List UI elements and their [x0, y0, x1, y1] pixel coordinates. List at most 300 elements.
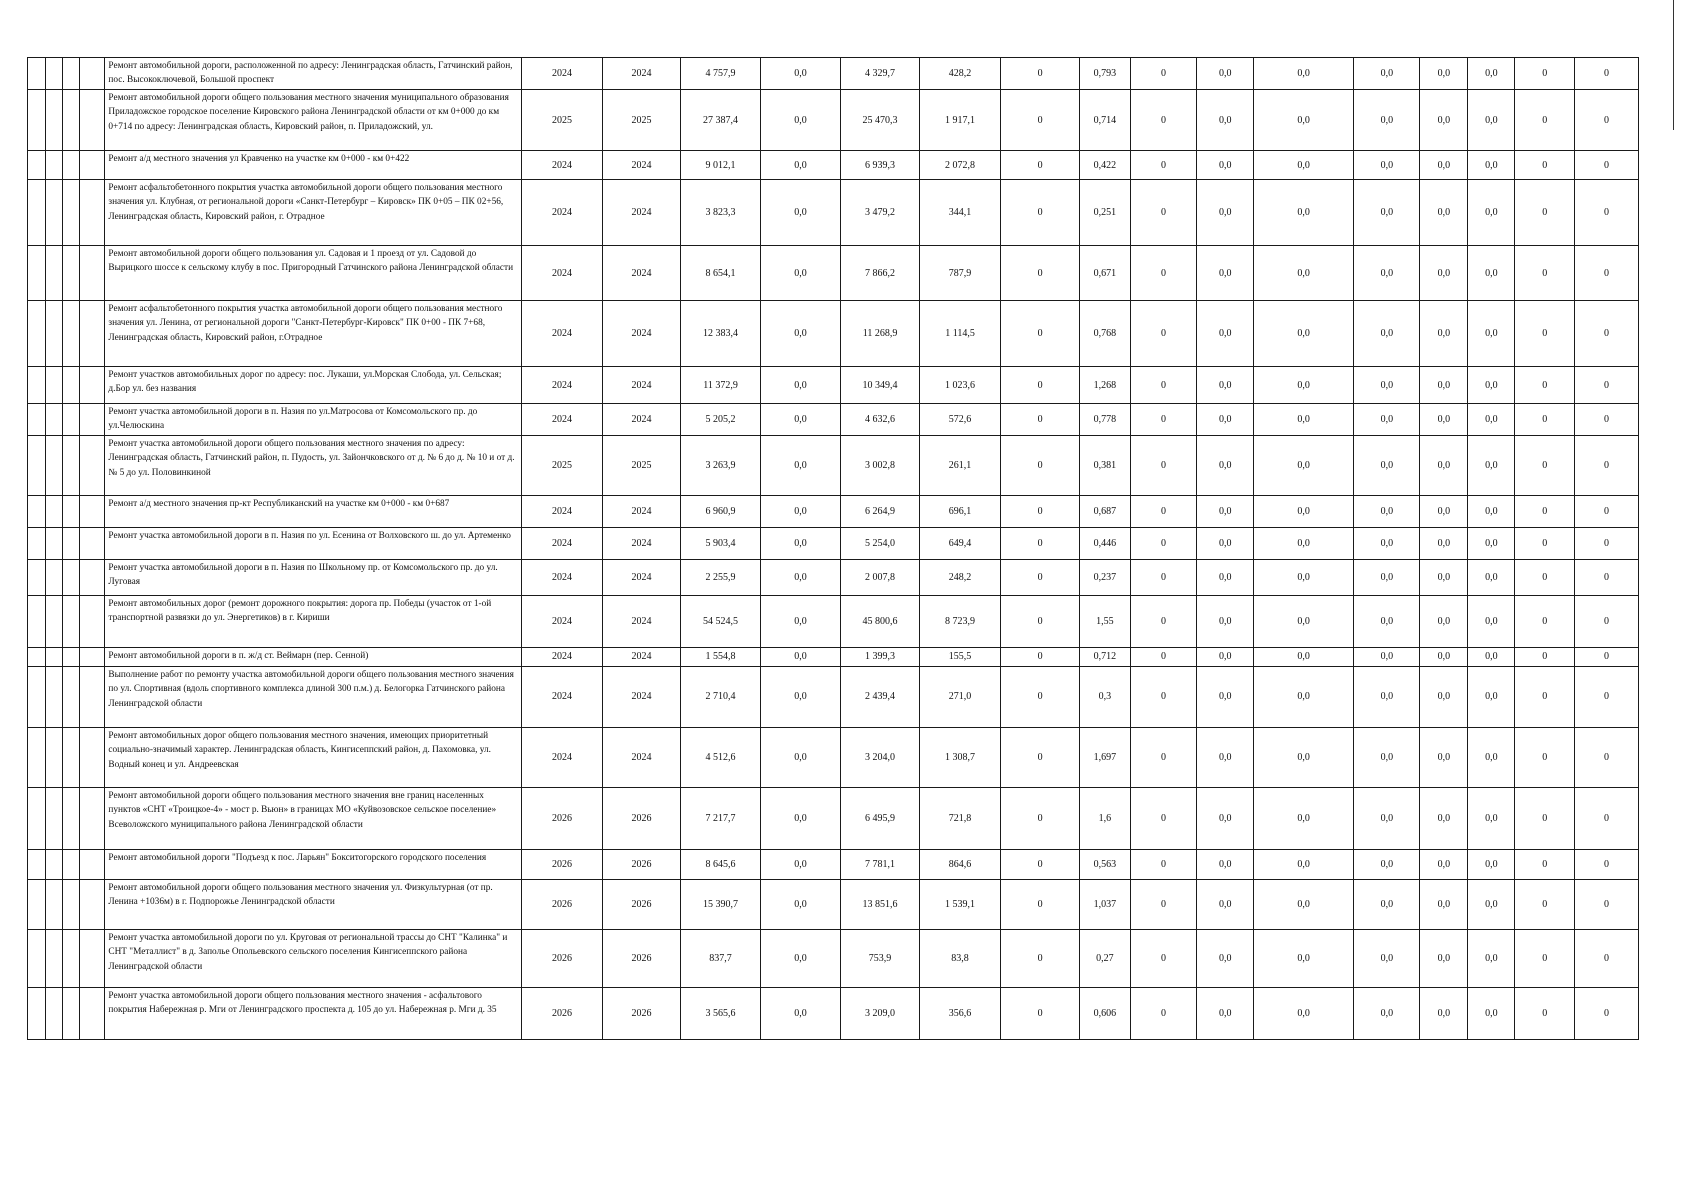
length-km-cell: 0,446 [1080, 527, 1130, 559]
indicator-3-cell: 0,0 [1253, 180, 1353, 246]
start-year-cell: 2024 [521, 595, 603, 647]
empty-index-cell [80, 647, 105, 666]
empty-index-cell [62, 879, 80, 929]
indicator-8-cell: 0 [1575, 151, 1639, 180]
road-object-name-cell: Выполнение работ по ремонту участка автомобильной дороги общего пользования местного значения по ул. Спортивная (вдоль спортивного комплекса длиной 300 п.м.) д. Белогорка Гатчинского района Ленинградской области [105, 666, 521, 727]
length-km-cell: 0,793 [1080, 58, 1130, 90]
federal-budget-cell: 0,0 [761, 987, 841, 1039]
indicator-5-cell: 0,0 [1420, 180, 1468, 246]
table-row [28, 849, 1639, 879]
empty-index-cell [45, 435, 62, 495]
empty-index-cell [28, 559, 46, 595]
indicator-6-cell: 0,0 [1468, 301, 1515, 367]
extra-budget-cell: 0 [1000, 559, 1080, 595]
indicator-3-cell: 0,0 [1253, 666, 1353, 727]
indicator-3-cell: 0,0 [1253, 787, 1353, 849]
empty-index-cell [80, 929, 105, 987]
empty-index-cell [80, 151, 105, 180]
start-year-cell: 2026 [521, 879, 603, 929]
indicator-4-cell: 0,0 [1354, 180, 1420, 246]
empty-index-cell [62, 987, 80, 1039]
indicator-8-cell: 0 [1575, 666, 1639, 727]
empty-index-cell [80, 367, 105, 404]
indicator-4-cell: 0,0 [1354, 879, 1420, 929]
total-cost-cell: 1 554,8 [680, 647, 761, 666]
empty-index-cell [45, 647, 62, 666]
indicator-3-cell: 0,0 [1253, 246, 1353, 301]
local-budget-cell: 787,9 [920, 246, 1001, 301]
indicator-6-cell: 0,0 [1468, 647, 1515, 666]
empty-index-cell [45, 666, 62, 727]
indicator-2-cell: 0,0 [1197, 180, 1253, 246]
extra-budget-cell: 0 [1000, 301, 1080, 367]
empty-index-cell [45, 787, 62, 849]
indicator-3-cell: 0,0 [1253, 58, 1353, 90]
road-object-name-cell: Ремонт участков автомобильных дорог по адресу: пос. Лукаши, ул.Морская Слобода, ул. Сельская; д.Бор ул. без названия [105, 367, 521, 404]
local-budget-cell: 1 114,5 [920, 301, 1001, 367]
empty-index-cell [28, 495, 46, 527]
empty-index-cell [80, 787, 105, 849]
indicator-2-cell: 0,0 [1197, 367, 1253, 404]
regional-budget-cell: 3 002,8 [840, 435, 920, 495]
table-row [28, 151, 1639, 180]
indicator-3-cell: 0,0 [1253, 151, 1353, 180]
empty-index-cell [28, 90, 46, 151]
indicator-2-cell: 0,0 [1197, 987, 1253, 1039]
indicator-7-cell: 0 [1515, 727, 1575, 787]
local-budget-cell: 8 723,9 [920, 595, 1001, 647]
end-year-cell: 2024 [603, 595, 680, 647]
indicator-1-cell: 0 [1130, 90, 1197, 151]
regional-budget-cell: 7 866,2 [840, 246, 920, 301]
start-year-cell: 2024 [521, 301, 603, 367]
empty-index-cell [28, 527, 46, 559]
extra-budget-cell: 0 [1000, 435, 1080, 495]
regional-budget-cell: 6 495,9 [840, 787, 920, 849]
length-km-cell: 0,778 [1080, 404, 1130, 436]
federal-budget-cell: 0,0 [761, 180, 841, 246]
empty-index-cell [28, 595, 46, 647]
indicator-4-cell: 0,0 [1354, 58, 1420, 90]
indicator-7-cell: 0 [1515, 90, 1575, 151]
indicator-5-cell: 0,0 [1420, 367, 1468, 404]
indicator-1-cell: 0 [1130, 929, 1197, 987]
indicator-6-cell: 0,0 [1468, 404, 1515, 436]
extra-budget-cell: 0 [1000, 879, 1080, 929]
indicator-8-cell: 0 [1575, 246, 1639, 301]
empty-index-cell [45, 559, 62, 595]
length-km-cell: 0,768 [1080, 301, 1130, 367]
local-budget-cell: 83,8 [920, 929, 1001, 987]
indicator-4-cell: 0,0 [1354, 666, 1420, 727]
table-row [28, 559, 1639, 595]
indicator-5-cell: 0,0 [1420, 495, 1468, 527]
empty-index-cell [62, 180, 80, 246]
indicator-4-cell: 0,0 [1354, 929, 1420, 987]
length-km-cell: 0,422 [1080, 151, 1130, 180]
empty-index-cell [28, 151, 46, 180]
extra-budget-cell: 0 [1000, 151, 1080, 180]
indicator-7-cell: 0 [1515, 58, 1575, 90]
total-cost-cell: 7 217,7 [680, 787, 761, 849]
indicator-4-cell: 0,0 [1354, 404, 1420, 436]
total-cost-cell: 5 903,4 [680, 527, 761, 559]
total-cost-cell: 11 372,9 [680, 367, 761, 404]
indicator-1-cell: 0 [1130, 849, 1197, 879]
end-year-cell: 2026 [603, 787, 680, 849]
end-year-cell: 2024 [603, 246, 680, 301]
extra-budget-cell: 0 [1000, 404, 1080, 436]
indicator-7-cell: 0 [1515, 987, 1575, 1039]
indicator-8-cell: 0 [1575, 404, 1639, 436]
federal-budget-cell: 0,0 [761, 647, 841, 666]
table-row [28, 367, 1639, 404]
local-budget-cell: 261,1 [920, 435, 1001, 495]
indicator-7-cell: 0 [1515, 647, 1575, 666]
empty-index-cell [80, 727, 105, 787]
empty-index-cell [45, 879, 62, 929]
indicator-6-cell: 0,0 [1468, 180, 1515, 246]
empty-index-cell [45, 367, 62, 404]
indicator-8-cell: 0 [1575, 787, 1639, 849]
indicator-2-cell: 0,0 [1197, 151, 1253, 180]
indicator-7-cell: 0 [1515, 367, 1575, 404]
empty-index-cell [80, 495, 105, 527]
end-year-cell: 2024 [603, 666, 680, 727]
indicator-5-cell: 0,0 [1420, 559, 1468, 595]
indicator-4-cell: 0,0 [1354, 647, 1420, 666]
table-row [28, 435, 1639, 495]
indicator-4-cell: 0,0 [1354, 559, 1420, 595]
indicator-8-cell: 0 [1575, 367, 1639, 404]
indicator-6-cell: 0,0 [1468, 495, 1515, 527]
total-cost-cell: 2 710,4 [680, 666, 761, 727]
indicator-8-cell: 0 [1575, 647, 1639, 666]
regional-budget-cell: 4 632,6 [840, 404, 920, 436]
empty-index-cell [28, 727, 46, 787]
local-budget-cell: 696,1 [920, 495, 1001, 527]
road-object-name-cell: Ремонт участка автомобильной дороги в п. Назия по ул.Матросова от Комсомольского пр. до ул.Челюскина [105, 404, 521, 436]
regional-budget-cell: 25 470,3 [840, 90, 920, 151]
length-km-cell: 0,714 [1080, 90, 1130, 151]
total-cost-cell: 9 012,1 [680, 151, 761, 180]
local-budget-cell: 428,2 [920, 58, 1001, 90]
indicator-8-cell: 0 [1575, 879, 1639, 929]
indicator-8-cell: 0 [1575, 301, 1639, 367]
indicator-5-cell: 0,0 [1420, 987, 1468, 1039]
empty-index-cell [62, 787, 80, 849]
start-year-cell: 2024 [521, 246, 603, 301]
end-year-cell: 2026 [603, 929, 680, 987]
indicator-8-cell: 0 [1575, 527, 1639, 559]
federal-budget-cell: 0,0 [761, 559, 841, 595]
empty-index-cell [45, 727, 62, 787]
indicator-6-cell: 0,0 [1468, 246, 1515, 301]
local-budget-cell: 356,6 [920, 987, 1001, 1039]
indicator-4-cell: 0,0 [1354, 787, 1420, 849]
extra-budget-cell: 0 [1000, 527, 1080, 559]
end-year-cell: 2024 [603, 404, 680, 436]
indicator-2-cell: 0,0 [1197, 595, 1253, 647]
empty-index-cell [80, 987, 105, 1039]
extra-budget-cell: 0 [1000, 58, 1080, 90]
road-object-name-cell: Ремонт участка автомобильной дороги в п. Назия по ул. Есенина от Волховского ш. до ул. Артеменко [105, 527, 521, 559]
indicator-8-cell: 0 [1575, 559, 1639, 595]
road-object-name-cell: Ремонт участка автомобильной дороги общего пользования местного значения по адресу: Ленинградская область, Гатчинский район, п. Пудость, ул. Зайончковского от д. № 6 до д. № 10 и от д. № 5 до ул. Половинкиной [105, 435, 521, 495]
empty-index-cell [45, 151, 62, 180]
empty-index-cell [62, 90, 80, 151]
indicator-4-cell: 0,0 [1354, 367, 1420, 404]
length-km-cell: 0,237 [1080, 559, 1130, 595]
indicator-2-cell: 0,0 [1197, 495, 1253, 527]
indicator-5-cell: 0,0 [1420, 404, 1468, 436]
empty-index-cell [80, 595, 105, 647]
indicator-5-cell: 0,0 [1420, 666, 1468, 727]
empty-index-cell [28, 879, 46, 929]
start-year-cell: 2026 [521, 849, 603, 879]
indicator-5-cell: 0,0 [1420, 849, 1468, 879]
federal-budget-cell: 0,0 [761, 849, 841, 879]
indicator-7-cell: 0 [1515, 849, 1575, 879]
indicator-2-cell: 0,0 [1197, 90, 1253, 151]
indicator-5-cell: 0,0 [1420, 879, 1468, 929]
indicator-1-cell: 0 [1130, 404, 1197, 436]
regional-budget-cell: 6 939,3 [840, 151, 920, 180]
regional-budget-cell: 4 329,7 [840, 58, 920, 90]
empty-index-cell [62, 58, 80, 90]
empty-index-cell [80, 90, 105, 151]
federal-budget-cell: 0,0 [761, 595, 841, 647]
indicator-3-cell: 0,0 [1253, 367, 1353, 404]
road-object-name-cell: Ремонт автомобильной дороги, расположенной по адресу: Ленинградская область, Гатчинский район, пос. Высокоключевой, Большой проспект [105, 58, 521, 90]
extra-budget-cell: 0 [1000, 929, 1080, 987]
indicator-8-cell: 0 [1575, 58, 1639, 90]
indicator-6-cell: 0,0 [1468, 58, 1515, 90]
empty-index-cell [62, 559, 80, 595]
empty-index-cell [62, 404, 80, 436]
extra-budget-cell: 0 [1000, 987, 1080, 1039]
empty-index-cell [45, 180, 62, 246]
indicator-3-cell: 0,0 [1253, 404, 1353, 436]
empty-index-cell [28, 404, 46, 436]
table-row [28, 90, 1639, 151]
indicator-4-cell: 0,0 [1354, 435, 1420, 495]
empty-index-cell [80, 849, 105, 879]
empty-index-cell [62, 929, 80, 987]
indicator-1-cell: 0 [1130, 435, 1197, 495]
federal-budget-cell: 0,0 [761, 90, 841, 151]
indicator-3-cell: 0,0 [1253, 90, 1353, 151]
empty-index-cell [45, 404, 62, 436]
road-object-name-cell: Ремонт автомобильной дороги общего пользования ул. Садовая и 1 проезд от ул. Садовой до Вырицкого шоссе к сельскому клубу в пос. Пригородный Гатчинского района Ленинградской области [105, 246, 521, 301]
indicator-1-cell: 0 [1130, 367, 1197, 404]
indicator-6-cell: 0,0 [1468, 527, 1515, 559]
table-row [28, 727, 1639, 787]
total-cost-cell: 3 263,9 [680, 435, 761, 495]
empty-index-cell [45, 90, 62, 151]
indicator-5-cell: 0,0 [1420, 929, 1468, 987]
indicator-5-cell: 0,0 [1420, 787, 1468, 849]
indicator-2-cell: 0,0 [1197, 666, 1253, 727]
extra-budget-cell: 0 [1000, 666, 1080, 727]
indicator-3-cell: 0,0 [1253, 559, 1353, 595]
local-budget-cell: 864,6 [920, 849, 1001, 879]
local-budget-cell: 155,5 [920, 647, 1001, 666]
extra-budget-cell: 0 [1000, 90, 1080, 151]
length-km-cell: 1,037 [1080, 879, 1130, 929]
regional-budget-cell: 6 264,9 [840, 495, 920, 527]
indicator-3-cell: 0,0 [1253, 435, 1353, 495]
indicator-3-cell: 0,0 [1253, 849, 1353, 879]
extra-budget-cell: 0 [1000, 367, 1080, 404]
start-year-cell: 2024 [521, 527, 603, 559]
table-row [28, 527, 1639, 559]
federal-budget-cell: 0,0 [761, 929, 841, 987]
empty-index-cell [62, 495, 80, 527]
indicator-4-cell: 0,0 [1354, 727, 1420, 787]
indicator-8-cell: 0 [1575, 727, 1639, 787]
indicator-7-cell: 0 [1515, 787, 1575, 849]
empty-index-cell [80, 180, 105, 246]
start-year-cell: 2024 [521, 495, 603, 527]
road-object-name-cell: Ремонт а/д местного значения пр-кт Республиканский на участке км 0+000 - км 0+687 [105, 495, 521, 527]
total-cost-cell: 54 524,5 [680, 595, 761, 647]
road-object-name-cell: Ремонт автомобильных дорог (ремонт дорожного покрытия: дорога пр. Победы (участок от 1-ой транспортной развязки до ул. Энергетиков) в г. Кириши [105, 595, 521, 647]
length-km-cell: 0,381 [1080, 435, 1130, 495]
indicator-1-cell: 0 [1130, 58, 1197, 90]
federal-budget-cell: 0,0 [761, 527, 841, 559]
empty-index-cell [45, 595, 62, 647]
indicator-5-cell: 0,0 [1420, 301, 1468, 367]
indicator-6-cell: 0,0 [1468, 559, 1515, 595]
indicator-3-cell: 0,0 [1253, 987, 1353, 1039]
indicator-7-cell: 0 [1515, 495, 1575, 527]
regional-budget-cell: 10 349,4 [840, 367, 920, 404]
indicator-1-cell: 0 [1130, 301, 1197, 367]
empty-index-cell [62, 849, 80, 879]
federal-budget-cell: 0,0 [761, 367, 841, 404]
indicator-7-cell: 0 [1515, 879, 1575, 929]
indicator-1-cell: 0 [1130, 987, 1197, 1039]
road-object-name-cell: Ремонт автомобильной дороги "Подъезд к пос. Ларьян" Бокситогорского городского поселения [105, 849, 521, 879]
indicator-5-cell: 0,0 [1420, 90, 1468, 151]
length-km-cell: 0,3 [1080, 666, 1130, 727]
total-cost-cell: 27 387,4 [680, 90, 761, 151]
indicator-5-cell: 0,0 [1420, 435, 1468, 495]
empty-index-cell [28, 58, 46, 90]
federal-budget-cell: 0,0 [761, 151, 841, 180]
federal-budget-cell: 0,0 [761, 666, 841, 727]
start-year-cell: 2025 [521, 90, 603, 151]
empty-index-cell [45, 929, 62, 987]
indicator-7-cell: 0 [1515, 595, 1575, 647]
road-object-name-cell: Ремонт участка автомобильной дороги в п. Назия по Школьному пр. от Комсомольского пр. до ул. Луговая [105, 559, 521, 595]
indicator-6-cell: 0,0 [1468, 666, 1515, 727]
empty-index-cell [62, 246, 80, 301]
empty-index-cell [28, 435, 46, 495]
indicator-1-cell: 0 [1130, 595, 1197, 647]
indicator-8-cell: 0 [1575, 595, 1639, 647]
start-year-cell: 2026 [521, 929, 603, 987]
length-km-cell: 0,251 [1080, 180, 1130, 246]
indicator-2-cell: 0,0 [1197, 58, 1253, 90]
total-cost-cell: 3 565,6 [680, 987, 761, 1039]
local-budget-cell: 344,1 [920, 180, 1001, 246]
indicator-7-cell: 0 [1515, 180, 1575, 246]
indicator-3-cell: 0,0 [1253, 727, 1353, 787]
length-km-cell: 0,712 [1080, 647, 1130, 666]
empty-index-cell [45, 527, 62, 559]
empty-index-cell [45, 301, 62, 367]
length-km-cell: 1,268 [1080, 367, 1130, 404]
indicator-5-cell: 0,0 [1420, 727, 1468, 787]
empty-index-cell [28, 246, 46, 301]
total-cost-cell: 5 205,2 [680, 404, 761, 436]
indicator-4-cell: 0,0 [1354, 849, 1420, 879]
empty-index-cell [80, 559, 105, 595]
empty-index-cell [45, 849, 62, 879]
road-object-name-cell: Ремонт автомобильной дороги общего пользования местного значения вне границ населенных пунктов «СНТ «Троицкое-4» - мост р. Вьюн» в границах МО «Куйвозовское сельское поселение» Всеволожского муниципального района Ленинградской области [105, 787, 521, 849]
total-cost-cell: 12 383,4 [680, 301, 761, 367]
indicator-7-cell: 0 [1515, 559, 1575, 595]
local-budget-cell: 1 308,7 [920, 727, 1001, 787]
start-year-cell: 2024 [521, 151, 603, 180]
federal-budget-cell: 0,0 [761, 727, 841, 787]
extra-budget-cell: 0 [1000, 727, 1080, 787]
table-row [28, 58, 1639, 90]
end-year-cell: 2024 [603, 180, 680, 246]
regional-budget-cell: 5 254,0 [840, 527, 920, 559]
empty-index-cell [62, 595, 80, 647]
regional-budget-cell: 13 851,6 [840, 879, 920, 929]
indicator-3-cell: 0,0 [1253, 495, 1353, 527]
indicator-3-cell: 0,0 [1253, 647, 1353, 666]
road-object-name-cell: Ремонт автомобильной дороги общего пользования местного значения муниципального образования Приладожское городское поселение Кировского района Ленинградской области от км 0+000 до км 0+714 по адресу: Ленинградская область, Кировский район, п. Приладожский, ул. [105, 90, 521, 151]
federal-budget-cell: 0,0 [761, 58, 841, 90]
regional-budget-cell: 3 204,0 [840, 727, 920, 787]
empty-index-cell [62, 151, 80, 180]
regional-budget-cell: 45 800,6 [840, 595, 920, 647]
indicator-8-cell: 0 [1575, 987, 1639, 1039]
empty-index-cell [62, 647, 80, 666]
indicator-8-cell: 0 [1575, 495, 1639, 527]
empty-index-cell [80, 246, 105, 301]
table-row [28, 787, 1639, 849]
table-row [28, 301, 1639, 367]
empty-index-cell [62, 727, 80, 787]
start-year-cell: 2024 [521, 727, 603, 787]
table-row [28, 879, 1639, 929]
empty-index-cell [80, 879, 105, 929]
road-object-name-cell: Ремонт асфальтобетонного покрытия участка автомобильной дороги общего пользования местного значения ул. Ленина, от региональной дороги "Санкт-Петербург-Кировск" ПК 0+00 - ПК 7+68, Ленинградская область, Кировский район, г.Отрадное [105, 301, 521, 367]
indicator-2-cell: 0,0 [1197, 301, 1253, 367]
road-object-name-cell: Ремонт участка автомобильной дороги по ул. Круговая от региональной трассы до СНТ "Калинка" и СНТ "Металлист" в д. Заполье Опольевского сельского поселения Кингисеппского района Ленинградской области [105, 929, 521, 987]
indicator-6-cell: 0,0 [1468, 849, 1515, 879]
local-budget-cell: 248,2 [920, 559, 1001, 595]
indicator-1-cell: 0 [1130, 180, 1197, 246]
start-year-cell: 2024 [521, 404, 603, 436]
regional-budget-cell: 1 399,3 [840, 647, 920, 666]
table-row [28, 180, 1639, 246]
indicator-7-cell: 0 [1515, 301, 1575, 367]
end-year-cell: 2025 [603, 90, 680, 151]
indicator-5-cell: 0,0 [1420, 58, 1468, 90]
local-budget-cell: 572,6 [920, 404, 1001, 436]
indicator-4-cell: 0,0 [1354, 987, 1420, 1039]
end-year-cell: 2024 [603, 58, 680, 90]
federal-budget-cell: 0,0 [761, 495, 841, 527]
empty-index-cell [80, 666, 105, 727]
